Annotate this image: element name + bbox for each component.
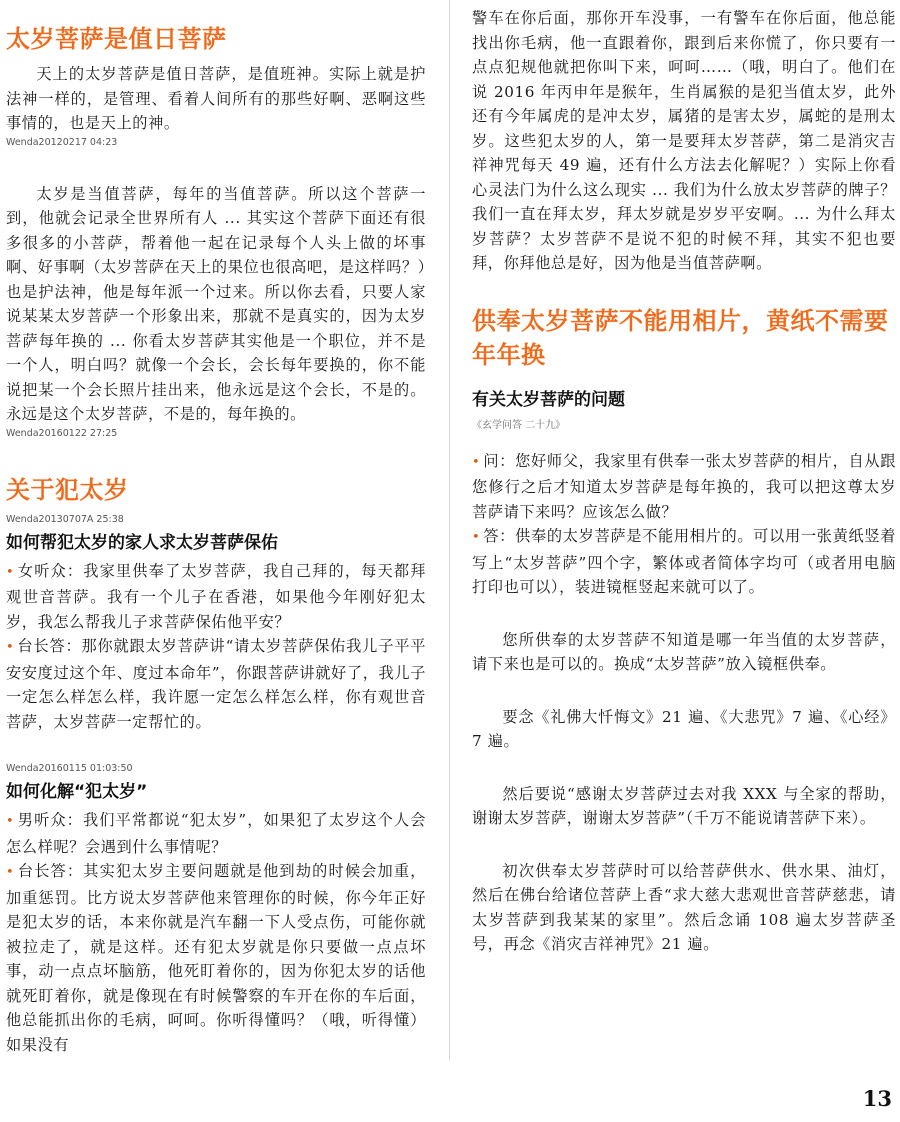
- timestamp: Wenda20130707A 25:38: [6, 513, 124, 525]
- left-column: [6, 22, 426, 1057]
- answer-paragraph: • 台长答：那你就跟太岁菩萨讲“请太岁菩萨保佑我儿子平平安安度过这个年、度过本命年”，你跟菩萨讲就好了，我儿子一定怎么样怎么样，我许愿一定怎么样怎么样，你有观世音菩萨，太岁菩萨一定帮忙的。: [6, 637, 426, 731]
- bullet-icon: •: [472, 530, 481, 545]
- continued-paragraph: 警车在你后面，那你开车没事，一有警车在你后面，他总能找出你毛病，他一直跟着你，跟到后来你慌了，你只要有一点点犯规他就把你叫下来，呵呵……（哦，明白了。他们在说 2016 年丙申年是猴年，生肖属猴的是犯当值太岁，此外还有今年属虎的是冲太岁，属猪的是害太岁，属蛇的是刑太岁。这些犯太岁的人，第一是要拜太岁菩萨，第二是消灾吉祥神咒每天 49 遍，还有什么方法去化解呢？）实际上你看心灵法门为什么这么现实 ... 我们为什么放太岁菩萨的牌子？我们一直在拜太岁，拜太岁就是岁岁平安啊。... 为什么拜太岁菩萨？太岁菩萨不是说不犯的时候不拜，其实不犯也要拜，你拜他总是好，因为他是当值菩萨啊。: [472, 9, 896, 272]
- section-title-fan-taisui: 关于犯太岁: [6, 475, 129, 504]
- bullet-icon: •: [6, 814, 15, 829]
- answer-paragraph: • 答：供奉的太岁菩萨是不能用相片的。可以用一张黄纸竖着写上“太岁菩萨”四个字，繁体或者简体字均可（或者用电脑打印也可以），装进镜框竖起来就可以了。: [472, 527, 896, 596]
- section-title-gongfeng: 供奉太岁菩萨不能用相片，黄纸不需要年年换: [472, 306, 889, 369]
- timestamp: Wenda20160115 01:03:50: [6, 763, 133, 774]
- bullet-icon: •: [6, 640, 15, 655]
- question-paragraph: • 女听众：我家里供奉了太岁菩萨，我自己拜的，每天都拜观世音菩萨。我有一个儿子在香港，如果他今年刚好犯太岁，我怎么帮我儿子求菩萨保佑他平安？: [6, 561, 426, 631]
- column-divider: [449, 0, 450, 1060]
- bullet-icon: •: [6, 564, 15, 580]
- timestamp: Wenda20160122 27:25: [6, 427, 118, 439]
- subtitle: 如何化解“犯太岁”: [6, 782, 148, 802]
- paragraph: 您所供奉的太岁菩萨不知道是哪一年当值的太岁菩萨，请下来也是可以的。换成“太岁菩萨”放入镜框供奉。: [472, 630, 896, 673]
- bullet-icon: •: [472, 454, 481, 470]
- section-title-zhiri: 太岁菩萨是值日菩萨: [6, 25, 227, 53]
- paragraph: 然后要说“感谢太岁菩萨过去对我 XXX 与全家的帮助，谢谢太岁菩萨，谢谢太岁菩萨”（千万不能说请菩萨下来）。: [472, 784, 896, 827]
- right-column: [472, 6, 896, 957]
- page-number: 13: [862, 1086, 892, 1111]
- bullet-icon: •: [6, 865, 15, 880]
- question-paragraph: • 男听众：我们平常都说“犯太岁”，如果犯了太岁这个人会怎么样呢？会遇到什么事情呢？: [6, 811, 426, 856]
- subtitle: 如何帮犯太岁的家人求太岁菩萨保佑: [6, 532, 278, 553]
- source-citation: 《玄学问答 二十九》: [472, 419, 566, 431]
- paragraph: 太岁是当值菩萨，每年的当值菩萨。所以这个菩萨一到，他就会记录全世界所有人 ... 其实这个菩萨下面还有很多很多的小菩萨，帮着他一起在记录每个人头上做的坏事啊、好事啊（太岁菩萨在天上的果位也很高吧，是这样吗？）也是护法神，他是每年派一个过来。所以你去看，只要人家说某某太岁菩萨一个形象出来，那就不是真实的，因为太岁菩萨每年换的 ... 你看太岁菩萨其实他是一个职位，并不是一个人，明白吗？就像一个会长，会长每年要换的，你不能说把某一个会长照片挂出来，他永远是这个会长，不是的。永远是这个太岁菩萨，不是的，每年换的。: [6, 184, 426, 423]
- answer-paragraph: • 台长答：其实犯太岁主要问题就是他到劫的时候会加重，加重惩罚。比方说太岁菩萨他来管理你的时候，你今年正好是犯太岁的话，本来你就是汽车翻一下人受点伤，可能你就被拉走了，就是这样。还有犯太岁就是你只要做一点点坏事，动一点点坏脑筋，他死盯着你的，因为你犯太岁的话他就死盯着你，就是像现在有时候警察的车开在你的车后面，他总能抓出你的毛病，呵呵。你听得懂吗？（哦，听得懂）如果没有: [6, 862, 426, 1054]
- subtitle: 有关太岁菩萨的问题: [472, 389, 625, 410]
- paragraph: 初次供奉太岁菩萨时可以给菩萨供水、供水果、油灯，然后在佛台给诸位菩萨上香“求大慈大悲观世音菩萨慈悲，请太岁菩萨到我某某的家里”。然后念诵 108 遍太岁菩萨圣号，再念《消灾吉祥神咒》21 遍。: [472, 861, 896, 953]
- paragraph: 天上的太岁菩萨是值日菩萨，是值班神。实际上就是护法神一样的，是管理、看着人间所有的那些好啊、恶啊这些事情的，也是天上的神。: [6, 65, 426, 132]
- paragraph: 要念《礼佛大忏悔文》21 遍、《大悲咒》7 遍、《心经》7 遍。: [472, 707, 896, 750]
- question-paragraph: • 问：您好师父，我家里有供奉一张太岁菩萨的相片，自从跟您修行之后才知道太岁菩萨是每年换的，我可以把这尊太岁菩萨请下来吗？应该怎么做？: [472, 451, 896, 521]
- timestamp: Wenda20120217 04:23: [6, 136, 118, 148]
